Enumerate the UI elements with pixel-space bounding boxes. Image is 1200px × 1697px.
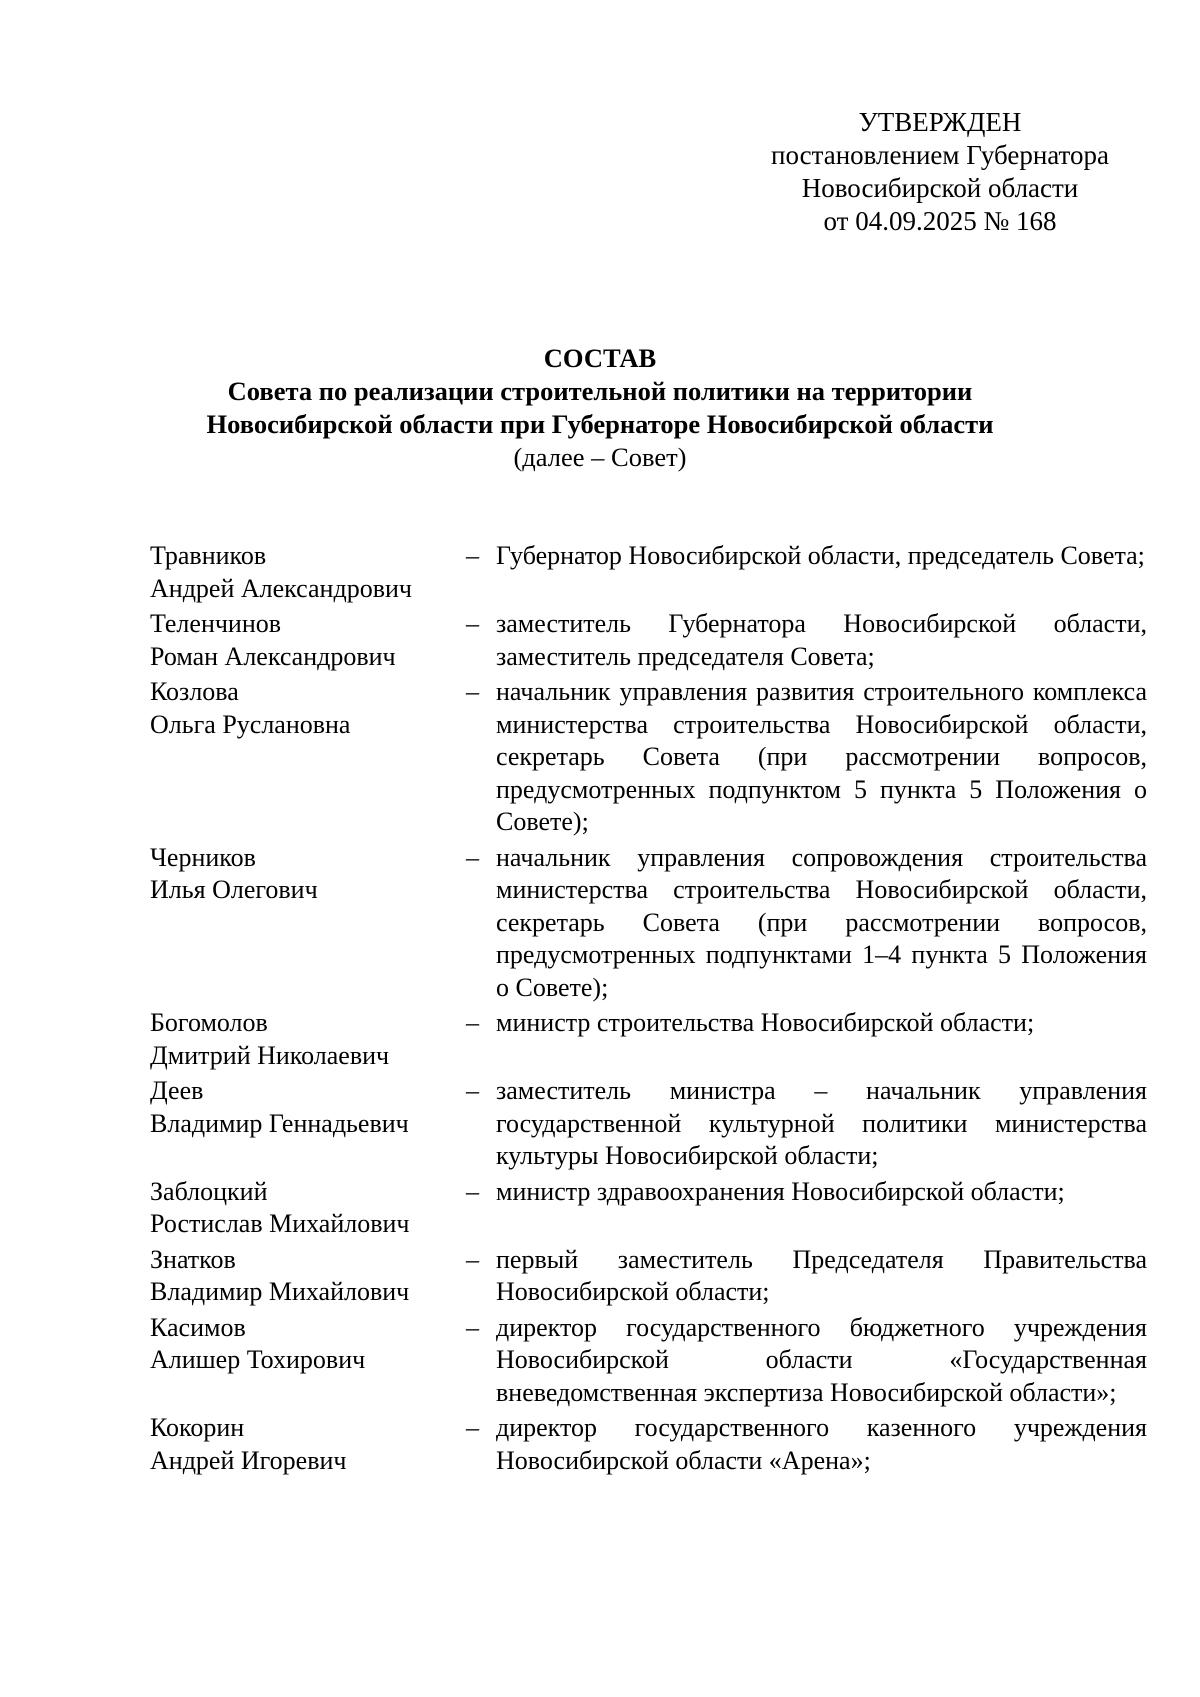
title-line-1: Совета по реализации строительной политики на территории	[227, 376, 973, 406]
member-given-names: Дмитрий Николаевич	[150, 1040, 390, 1070]
member-dash: –	[466, 1244, 479, 1274]
document-title	[150, 342, 1050, 474]
member-role: Губернатор Новосибирской области, председатель Совета;	[496, 541, 1145, 570]
approval-date-number: от 04.09.2025 № 168	[823, 206, 1057, 236]
member-dash: –	[466, 1176, 479, 1206]
title-line-2: Новосибирской области при Губернаторе Новосибирской области	[206, 409, 994, 439]
member-row	[150, 540, 1147, 605]
member-name	[150, 540, 466, 605]
member-row	[150, 608, 1147, 673]
member-role: начальник управления развития строительного комплекса министерства строительства Новосибирской области, секретарь Совета (при рассмотрении вопросов, предусмотренных подпунктом 5 пункта 5 Положения о Совете);	[496, 677, 1147, 836]
member-given-names: Владимир Михайлович	[150, 1277, 410, 1306]
member-row	[150, 1412, 1147, 1477]
member-surname: Кокорин	[150, 1413, 245, 1442]
member-surname: Козлова	[150, 677, 239, 706]
approval-decree: постановлением Губернатора	[771, 140, 1109, 170]
member-surname: Травников	[150, 541, 267, 570]
member-surname: Касимов	[150, 1312, 246, 1342]
member-name	[150, 1244, 466, 1309]
member-dash: –	[466, 677, 479, 706]
member-given-names: Роман Александрович	[150, 641, 396, 671]
member-row	[150, 1075, 1147, 1173]
member-row	[150, 1007, 1147, 1072]
approval-heading: УТВЕРЖДЕН	[858, 107, 1022, 137]
title-heading: СОСТАВ	[543, 343, 657, 373]
member-dash: –	[466, 1076, 479, 1105]
member-surname: Теленчинов	[150, 609, 282, 638]
member-name	[150, 1312, 466, 1410]
member-surname: Богомолов	[150, 1008, 268, 1037]
member-name	[150, 608, 466, 673]
member-dash: –	[466, 1008, 479, 1037]
member-given-names: Ольга Руслановна	[150, 709, 351, 739]
member-name	[150, 1412, 466, 1477]
member-role: заместитель министра – начальник управления государственной культурной политики министерства культуры Новосибирской области;	[496, 1076, 1147, 1170]
member-dash: –	[466, 1312, 479, 1342]
approval-stamp	[740, 106, 1140, 238]
member-role: начальник управления сопровождения строительства министерства строительства Новосибирской области, секретарь Совета (при рассмотрении вопросов, предусмотренных подпунктами 1–4 пункта 5 Положения о Совете);	[496, 842, 1147, 1002]
member-name	[150, 1075, 466, 1173]
member-given-names: Владимир Геннадьевич	[150, 1108, 409, 1138]
member-name	[150, 676, 466, 839]
member-surname: Черников	[150, 842, 256, 872]
member-dash: –	[466, 541, 479, 570]
member-row	[150, 1312, 1147, 1410]
member-surname: Знатков	[150, 1244, 236, 1274]
member-name	[150, 1007, 466, 1072]
member-row	[150, 676, 1147, 839]
member-given-names: Андрей Александрович	[150, 573, 412, 603]
member-given-names: Илья Олегович	[150, 875, 318, 904]
member-dash: –	[466, 842, 479, 872]
title-note: (далее – Совет)	[513, 442, 687, 472]
member-given-names: Ростислав Михайлович	[150, 1209, 410, 1238]
member-name	[150, 842, 466, 1005]
member-given-names: Андрей Игоревич	[150, 1445, 347, 1475]
member-dash: –	[466, 1413, 479, 1442]
members-list	[150, 540, 1147, 1480]
member-surname: Заблоцкий	[150, 1176, 268, 1206]
member-role: министр строительства Новосибирской области;	[496, 1008, 1035, 1037]
member-role: министр здравоохранения Новосибирской области;	[496, 1176, 1065, 1206]
approval-region: Новосибирской области	[801, 173, 1079, 203]
member-role: заместитель Губернатора Новосибирской области, заместитель председателя Совета;	[496, 609, 1147, 671]
member-role: директор государственного казенного учреждения Новосибирской области «Арена»;	[496, 1413, 1147, 1475]
member-surname: Деев	[150, 1076, 204, 1105]
member-dash: –	[466, 609, 479, 638]
member-row	[150, 842, 1147, 1005]
member-name	[150, 1176, 466, 1241]
member-given-names: Алишер Тохирович	[150, 1345, 366, 1374]
member-row	[150, 1176, 1147, 1241]
member-row	[150, 1244, 1147, 1309]
member-role: директор государственного бюджетного учреждения Новосибирской области «Государственная вневедомственная экспертиза Новосибирской области»;	[496, 1312, 1147, 1407]
member-role: первый заместитель Председателя Правительства Новосибирской области;	[496, 1244, 1147, 1306]
